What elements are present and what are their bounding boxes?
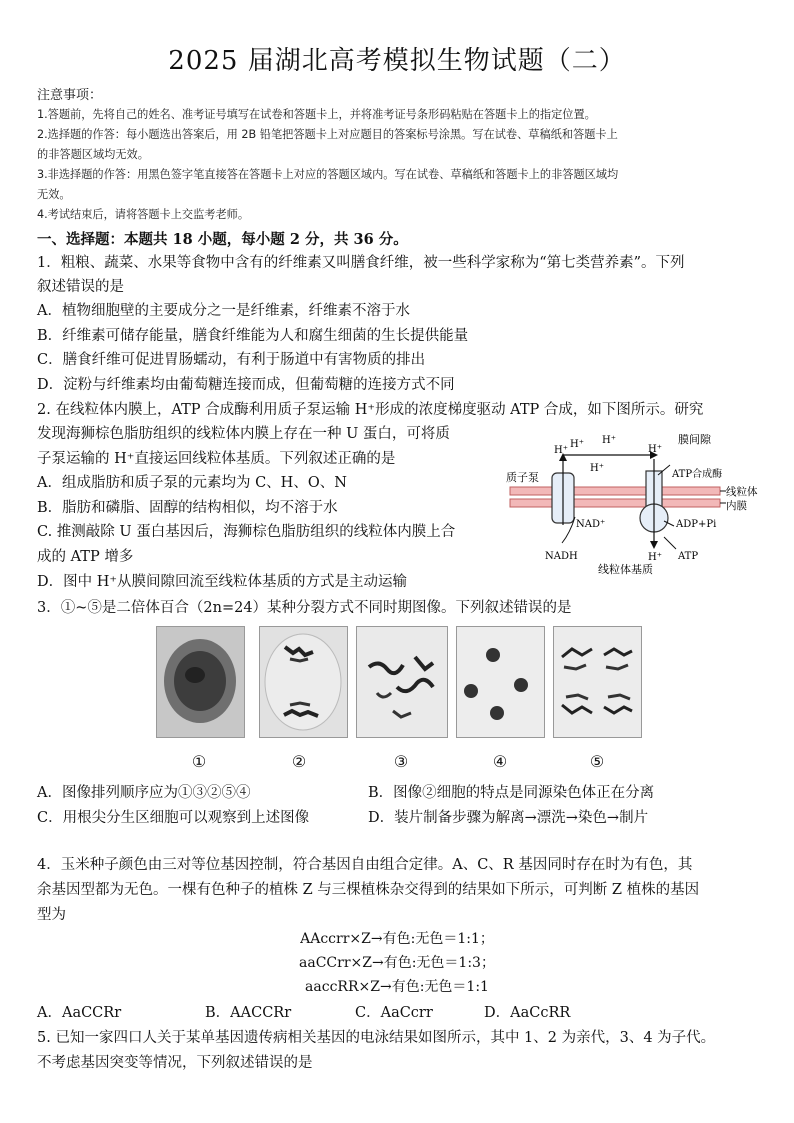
mitochondria-membrane-figure xyxy=(500,425,760,585)
q2-option-c: 成的 ATP 增多 xyxy=(37,549,134,565)
nadh-label: NADH xyxy=(545,551,578,562)
q4-option-d: D．AaCcRR xyxy=(484,1005,571,1021)
notes-heading: 注意事项： xyxy=(37,88,103,103)
note-line: 2.选择题的作答：每小题选出答案后，用 2B 铅笔把答题卡上对应题目的答案标号涂黑。写在试卷、草稿纸和答题卡上 xyxy=(37,128,618,141)
q3-option-b: B．图像②细胞的特点是同源染色体正在分离 xyxy=(368,785,655,801)
micrograph-1 xyxy=(156,626,245,738)
note-line: 的非答题区域均无效。 xyxy=(37,148,149,161)
h-ion-label: H⁺ xyxy=(590,463,604,474)
q2-option-c: C. 推测敲除 U 蛋白基因后，海狮棕色脂肪组织的线粒体内膜上合 xyxy=(37,524,456,540)
inner-membrane-label: 线粒体 xyxy=(726,486,758,498)
q1-stem: 1．粗粮、蔬菜、水果等食物中含有的纤维素又叫膳食纤维，被一些科学家称为“第七类营养素”。下列 xyxy=(37,255,685,271)
note-line: 4.考试结束后，请将答题卡上交监考老师。 xyxy=(37,208,250,221)
q4-stem: 型为 xyxy=(37,907,66,923)
q4-stem: 4．玉米种子颜色由三对等位基因控制，符合基因自由组合定律。A、C、R 基因同时存在时为有色，其 xyxy=(37,857,693,873)
micrograph-3 xyxy=(356,626,448,738)
micrograph-label: ④ xyxy=(492,752,508,771)
intermembrane-label: 膜间隙 xyxy=(678,433,711,446)
h-ion-label: H⁺ xyxy=(602,435,616,446)
q2-stem: 子泵运输的 H⁺直接运回线粒体基质。下列叙述正确的是 xyxy=(37,451,396,467)
adp-label: ADP+Pi xyxy=(676,519,717,530)
note-line: 无效。 xyxy=(37,188,71,201)
q1-stem: 叙述错误的是 xyxy=(37,279,124,295)
q4-cross: aaccRR×Z→有色:无色＝1:1 xyxy=(305,979,489,995)
q4-option-a: A．AaCCRr xyxy=(37,1005,122,1021)
q4-option-b: B．AACCRr xyxy=(205,1005,292,1021)
h-ion-label: H⁺ xyxy=(554,445,568,456)
atp-label: ATP xyxy=(678,551,699,562)
q4-cross: aaCCrr×Z→有色:无色＝1:3； xyxy=(299,955,495,971)
q3-option-a: A．图像排列顺序应为①③②⑤④ xyxy=(37,785,251,801)
q5-stem: 5. 已知一家四口人关于某单基因遗传病相关基因的电泳结果如图所示，其中 1、2 为亲代，3、4 为子代。 xyxy=(37,1030,716,1046)
h-ion-label: H⁺ xyxy=(648,444,662,455)
atp-synthase-label: ATP合成酶 xyxy=(672,469,723,480)
note-line: 3.非选择题的作答：用黑色签字笔直接答在答题卡上对应的答题区域内。写在试卷、草稿纸和答题卡上的非答题区域均 xyxy=(37,168,619,181)
membrane-band-bottom xyxy=(510,499,720,507)
q2-option-b: B．脂肪和磷脂、固醇的结构相似，均不溶于水 xyxy=(37,500,338,516)
micrograph-2 xyxy=(259,626,348,738)
q1-option-c: C．膳食纤维可促进胃肠蠕动，有利于肠道中有害物质的排出 xyxy=(37,352,426,368)
q4-stem: 余基因型都为无色。一棵有色种子的植株 Z 与三棵植株杂交得到的结果如下所示，可判断 Z 植株的基因 xyxy=(37,882,700,898)
inner-membrane-label: 内膜 xyxy=(726,500,747,512)
micrograph-label: ② xyxy=(291,752,307,771)
q3-option-c: C．用根尖分生区细胞可以观察到上述图像 xyxy=(37,810,310,826)
q3-option-d: D．装片制备步骤为解离→漂洗→染色→制片 xyxy=(368,810,649,826)
q5-stem: 不考虑基因突变等情况，下列叙述错误的是 xyxy=(37,1055,313,1071)
q1-option-a: A．植物细胞壁的主要成分之一是纤维素，纤维素不溶于水 xyxy=(37,303,410,319)
micrograph-5 xyxy=(553,626,642,738)
nad-label: NAD⁺ xyxy=(576,519,606,530)
q1-option-d: D．淀粉与纤维素均由葡萄糖连接而成，但葡萄糖的连接方式不同 xyxy=(37,377,455,393)
micrograph-label: ⑤ xyxy=(589,752,605,771)
q2-option-a: A．组成脂肪和质子泵的元素均为 C、H、O、N xyxy=(37,475,347,491)
membrane-band-top xyxy=(510,487,720,495)
proton-pump-label: 质子泵 xyxy=(506,471,539,484)
q2-stem: 2. 在线粒体内膜上，ATP 合成酶利用质子泵运输 H⁺形成的浓度梯度驱动 ATP 合成，如下图所示。研究 xyxy=(37,402,704,418)
q2-option-d: D．图中 H⁺从膜间隙回流至线粒体基质的方式是主动运输 xyxy=(37,574,408,590)
exam-title: 2025 届湖北高考模拟生物试题（二） xyxy=(168,46,626,76)
micrograph-4 xyxy=(456,626,545,738)
q3-stem: 3．①~⑤是二倍体百合（2n=24）某种分裂方式不同时期图像。下列叙述错误的是 xyxy=(37,600,572,616)
q4-cross: AAccrr×Z→有色:无色＝1:1； xyxy=(300,931,494,947)
q4-option-c: C．AaCcrr xyxy=(355,1005,433,1021)
q2-stem: 发现海狮棕色脂肪组织的线粒体内膜上存在一种 U 蛋白，可将质 xyxy=(37,426,450,442)
h-ion-label: H⁺ xyxy=(648,552,662,563)
q1-option-b: B．纤维素可储存能量，膳食纤维能为人和腐生细菌的生长提供能量 xyxy=(37,328,469,344)
matrix-label: 线粒体基质 xyxy=(598,563,653,576)
note-line: 1.答题前，先将自己的姓名、准考证号填写在试卷和答题卡上，并将准考证号条形码粘贴在答题卡上的指定位置。 xyxy=(37,108,596,121)
section-heading: 一、选择题：本题共 18 小题，每小题 2 分，共 36 分。 xyxy=(37,231,408,248)
micrograph-label: ③ xyxy=(393,752,409,771)
micrograph-label: ① xyxy=(191,752,207,771)
h-ion-label: H⁺ xyxy=(570,439,584,450)
